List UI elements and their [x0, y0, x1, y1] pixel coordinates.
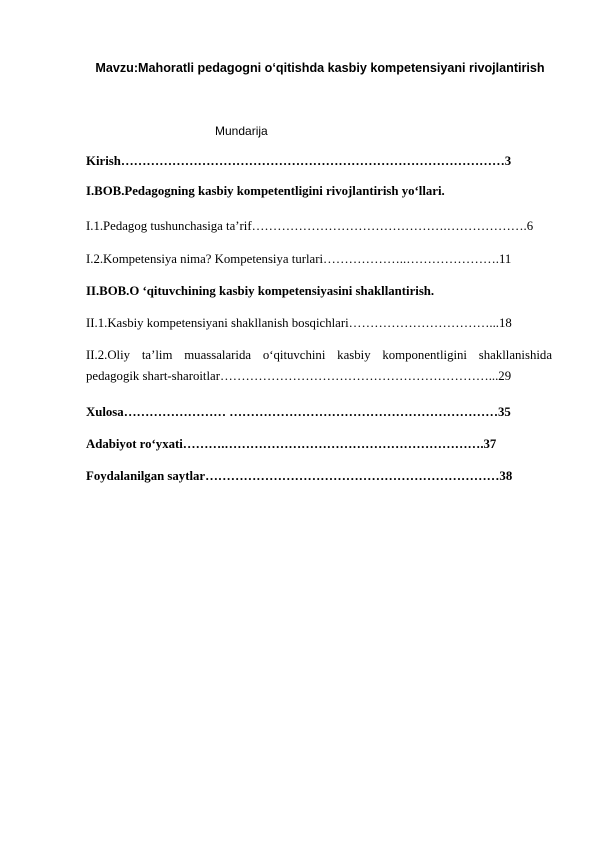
toc-entry-2-2-line2: pedagogik shart-sharoitlar………………………………………………………...29	[86, 369, 512, 383]
toc-entry-2-1: II.1.Kasbiy kompetensiyani shakllanish bosqichlari……………………………...18	[86, 316, 512, 330]
toc-entry-1-1: I.1.Pedagog tushunchasiga ta’rif……………………………………….……………….6	[86, 219, 534, 233]
toc-entry-1-2: I.2.Kompetensiya nima? Kompetensiya turlari………………..………………….11	[86, 252, 512, 266]
toc-entry-2-2-line1: II.2.Oliy ta’lim muassalarida o‘qituvchini kasbiy komponentligini shakllanishida	[86, 348, 552, 362]
document-title: Mavzu:Mahoratli pedagogni o‘qitishda kasbiy kompetensiyani rivojlantirish	[95, 61, 545, 75]
toc-entry-chapter-1: I.BOB.Pedagogning kasbiy kompetentligini rivojlantirish yo‘llari.	[86, 184, 445, 198]
toc-entry-kirish: Kirish………………………………………………………………………………3	[86, 154, 512, 168]
toc-entry-saytlar: Foydalanilgan saytlar……………………………………………………………38	[86, 469, 513, 483]
toc-entry-xulosa: Xulosa…………………… ………………………………………………………35	[86, 405, 511, 419]
toc-entry-adabiyot: Adabiyot ro‘yxati……….…………………………………………………….37	[86, 437, 497, 451]
toc-entry-chapter-2: II.BOB.O ‘qituvchining kasbiy kompetensiyasini shakllantirish.	[86, 284, 435, 298]
toc-heading: Mundarija	[215, 124, 268, 138]
toc-entry-2-2	[86, 345, 552, 387]
